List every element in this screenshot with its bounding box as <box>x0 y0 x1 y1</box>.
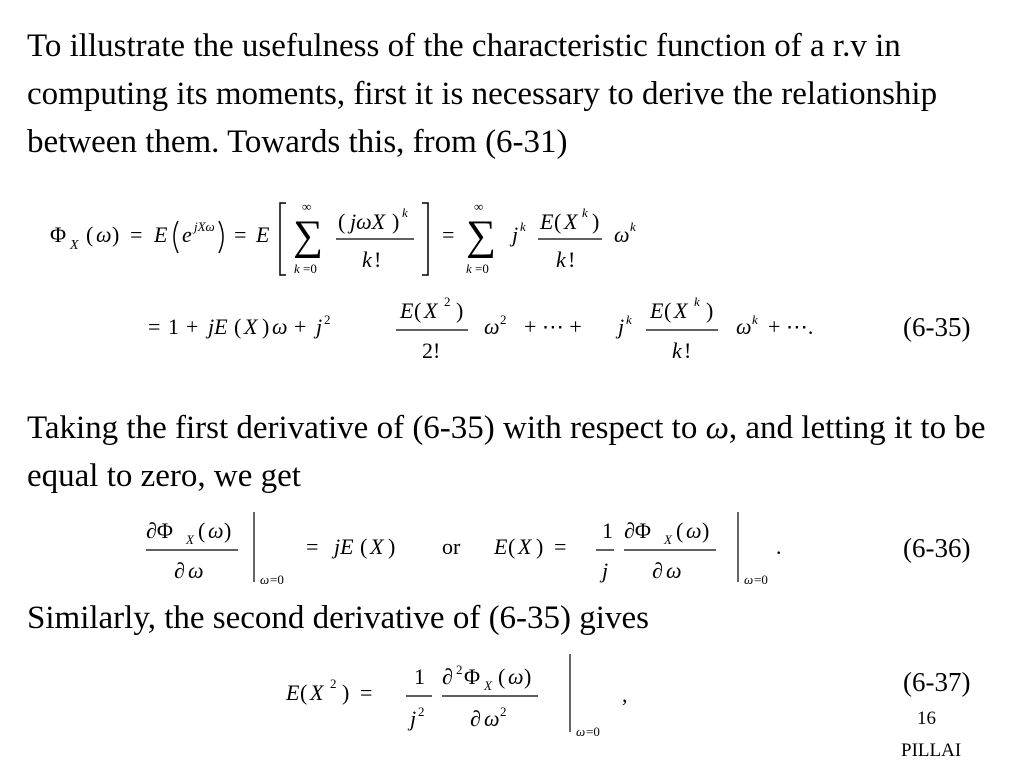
svg-text:j: j <box>618 314 625 339</box>
svg-text:Φ: Φ <box>50 222 67 247</box>
svg-text:.: . <box>776 534 782 559</box>
intro-paragraph: To illustrate the usefulness of the characteristic function of a r.v in computing its moments, first it is necessary to derive the relationship between them. Towards this, from (6-31) <box>27 28 938 160</box>
svg-text:∂Φ: ∂Φ <box>146 518 173 543</box>
svg-text:ω: ω <box>272 314 288 339</box>
svg-text:X: X <box>186 532 194 547</box>
equation-label-6-35: (6-35) <box>903 312 971 342</box>
svg-text:Φ: Φ <box>464 664 481 689</box>
svg-text:jωX: jωX <box>350 209 386 234</box>
svg-text:ω: ω <box>614 222 630 247</box>
svg-text:j: j <box>316 314 323 339</box>
svg-text:X: X <box>518 534 532 559</box>
svg-text:k: k <box>694 294 700 309</box>
svg-text:=: = <box>306 534 319 559</box>
svg-text:∂: ∂ <box>470 706 481 731</box>
svg-text:(: ( <box>414 298 422 323</box>
svg-text:k: k <box>556 247 566 272</box>
svg-text:2: 2 <box>324 312 331 327</box>
svg-text:+: + <box>186 314 199 339</box>
svg-text:): ) <box>388 534 396 559</box>
svg-text:ω: ω <box>744 572 754 587</box>
svg-text:): ) <box>112 222 120 247</box>
svg-text:): ) <box>262 314 270 339</box>
svg-text:X: X <box>674 298 688 323</box>
svg-text:=0: =0 <box>303 261 317 276</box>
svg-text:(: ( <box>664 298 672 323</box>
equation-6-35-line1 <box>50 195 770 285</box>
svg-text:∂: ∂ <box>652 558 663 583</box>
svg-text:jE: jE <box>208 314 228 339</box>
equation-6-36 <box>146 508 806 598</box>
svg-text:∂: ∂ <box>442 664 453 689</box>
svg-text:(: ( <box>508 534 516 559</box>
derivative-paragraph <box>27 404 1007 500</box>
svg-text:E: E <box>540 209 554 234</box>
svg-text:(: ( <box>676 518 684 543</box>
svg-text:X: X <box>564 209 578 234</box>
svg-text:(: ( <box>300 680 308 705</box>
svg-text:ω: ω <box>736 314 752 339</box>
svg-text:2: 2 <box>456 662 463 677</box>
svg-text:ω: ω <box>260 572 270 587</box>
svg-text:∑: ∑ <box>293 213 323 259</box>
svg-text:∞: ∞ <box>302 199 312 214</box>
svg-text:=: = <box>442 222 455 247</box>
svg-text:(: ( <box>86 222 94 247</box>
omega-symbol: ω <box>705 410 729 446</box>
equation-label-6-37: (6-37) <box>903 667 971 697</box>
svg-text:): ) <box>592 209 600 234</box>
svg-text:(: ( <box>338 209 346 234</box>
svg-text:+ ⋯ +: + ⋯ + <box>524 314 582 339</box>
svg-text:ω: ω <box>484 706 500 731</box>
svg-text:e: e <box>182 222 192 247</box>
svg-text:jXω: jXω <box>194 219 215 234</box>
svg-text:X: X <box>244 314 258 339</box>
svg-text:): ) <box>706 298 714 323</box>
svg-text:k: k <box>362 247 372 272</box>
svg-text:ω: ω <box>96 222 112 247</box>
svg-text:1: 1 <box>168 314 179 339</box>
svg-text:k: k <box>626 312 632 327</box>
svg-text:k: k <box>630 219 636 234</box>
svg-text:k: k <box>672 338 682 363</box>
equation-label-6-36: (6-36) <box>903 533 971 563</box>
svg-text:j: j <box>512 222 519 247</box>
svg-text:k: k <box>402 205 408 220</box>
svg-text:=0: =0 <box>754 572 768 587</box>
svg-text:ω: ω <box>686 518 702 543</box>
svg-text:(: ( <box>234 314 242 339</box>
equation-6-35-line2 <box>148 288 868 378</box>
svg-text:ω: ω <box>508 664 524 689</box>
svg-text:E: E <box>650 298 664 323</box>
svg-text:=: = <box>130 222 143 247</box>
or-word: or <box>442 534 461 559</box>
svg-text:X: X <box>664 532 672 547</box>
svg-text:): ) <box>456 298 464 323</box>
svg-text:+ ⋯.: + ⋯. <box>768 314 814 339</box>
svg-text:ω: ω <box>666 558 682 583</box>
svg-text:k: k <box>752 312 758 327</box>
svg-text:=0: =0 <box>270 572 284 587</box>
svg-text:(: ( <box>198 518 206 543</box>
svg-text:k: k <box>294 261 300 276</box>
second-derivative-paragraph: Similarly, the second derivative of (6-35) gives <box>27 600 649 636</box>
svg-text:=0: =0 <box>586 724 600 739</box>
svg-text:jE: jE <box>334 534 354 559</box>
svg-text:2: 2 <box>418 704 425 719</box>
svg-text:): ) <box>392 209 400 234</box>
svg-text:!: ! <box>684 338 692 363</box>
svg-text:=: = <box>148 314 161 339</box>
svg-text:j: j <box>410 706 417 731</box>
svg-text:=: = <box>234 222 247 247</box>
author-footer: PILLAI <box>901 740 962 761</box>
svg-text:X: X <box>370 534 384 559</box>
svg-text:): ) <box>524 664 532 689</box>
svg-text:2: 2 <box>444 294 451 309</box>
svg-text:E: E <box>400 298 414 323</box>
svg-text:): ) <box>224 518 232 543</box>
svg-text:k: k <box>582 205 588 220</box>
svg-text:=: = <box>360 680 373 705</box>
svg-text:X: X <box>484 678 492 693</box>
svg-text:E: E <box>494 534 508 559</box>
svg-text:2: 2 <box>500 312 507 327</box>
svg-text:=: = <box>554 534 567 559</box>
svg-text:ω: ω <box>576 724 586 739</box>
svg-text:∑: ∑ <box>466 213 496 259</box>
svg-text:(: ( <box>554 209 562 234</box>
derivative-text-end: , and letting it to be equal to zero, we get <box>27 410 986 494</box>
svg-text:k: k <box>520 219 526 234</box>
svg-text:(: ( <box>360 534 368 559</box>
svg-text:X: X <box>424 298 438 323</box>
svg-text:E: E <box>286 680 300 705</box>
svg-text:): ) <box>342 680 350 705</box>
page-number: 16 <box>917 708 936 729</box>
svg-text:): ) <box>702 518 710 543</box>
svg-text:∂: ∂ <box>174 558 185 583</box>
svg-text:=0: =0 <box>475 261 489 276</box>
svg-text:j: j <box>602 558 609 583</box>
svg-text:(: ( <box>498 664 506 689</box>
svg-text:2!: 2! <box>422 338 441 363</box>
svg-text:): ) <box>536 534 544 559</box>
svg-text:ω: ω <box>208 518 224 543</box>
svg-text:!: ! <box>568 247 576 272</box>
svg-text:E: E <box>154 222 168 247</box>
derivative-text-start: Taking the first derivative of (6-35) with respect to <box>27 410 706 446</box>
svg-text:1: 1 <box>414 664 425 689</box>
svg-text:!: ! <box>374 247 382 272</box>
svg-text:+: + <box>294 314 307 339</box>
svg-text:ω: ω <box>188 558 204 583</box>
svg-text:∞: ∞ <box>474 199 484 214</box>
svg-text:E: E <box>256 222 270 247</box>
svg-text:2: 2 <box>330 676 337 691</box>
svg-text:k: k <box>466 261 472 276</box>
svg-text:2: 2 <box>500 704 507 719</box>
svg-text:∂Φ: ∂Φ <box>624 518 651 543</box>
svg-text:ω: ω <box>484 314 500 339</box>
svg-text:,: , <box>622 682 628 707</box>
svg-text:1: 1 <box>602 518 613 543</box>
equation-6-37 <box>286 652 646 744</box>
svg-text:X: X <box>70 238 79 253</box>
svg-text:X: X <box>310 680 324 705</box>
